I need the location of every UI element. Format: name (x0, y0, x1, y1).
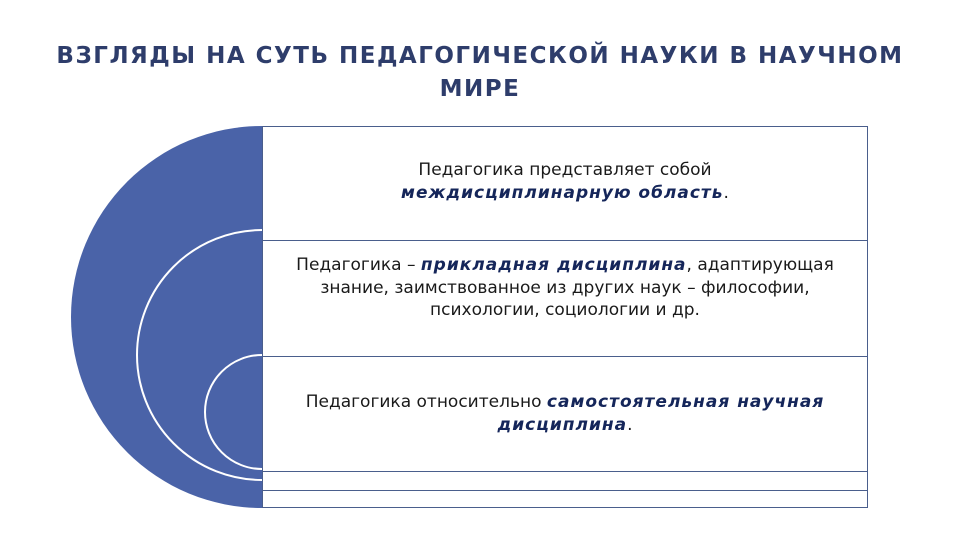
statement-3-text: Педагогика относительно (305, 392, 542, 412)
statements-panel (262, 126, 868, 508)
statement-2-text: Педагогика – (296, 255, 416, 275)
statement-text-2 (293, 254, 837, 322)
statement-3-tail: . (627, 414, 633, 435)
statement-2-emphasis: прикладная дисциплина (420, 255, 687, 275)
statement-text-1 (401, 159, 729, 204)
statement-1-text: Педагогика представляет собой (418, 160, 712, 180)
statement-row-1 (263, 127, 867, 241)
statement-2-tail: , адаптирующая знание, заимствованное из других наук – философии, психологии, социологии и др. (320, 255, 834, 320)
statement-row-3 (263, 357, 867, 472)
statement-row-2 (263, 241, 867, 357)
empty-row-1 (263, 472, 867, 491)
statement-1-tail: . (723, 182, 729, 203)
statement-3-emphasis: самостоятельная научная дисциплина (497, 392, 825, 435)
empty-row-2 (263, 491, 867, 508)
statement-1-emphasis: междисциплинарную область (401, 182, 724, 203)
slide-title: ВЗГЛЯДЫ НА СУТЬ ПЕДАГОГИЧЕСКОЙ НАУКИ В НАУЧНОМ МИРЕ (56, 43, 904, 102)
statement-text-3 (293, 391, 837, 436)
